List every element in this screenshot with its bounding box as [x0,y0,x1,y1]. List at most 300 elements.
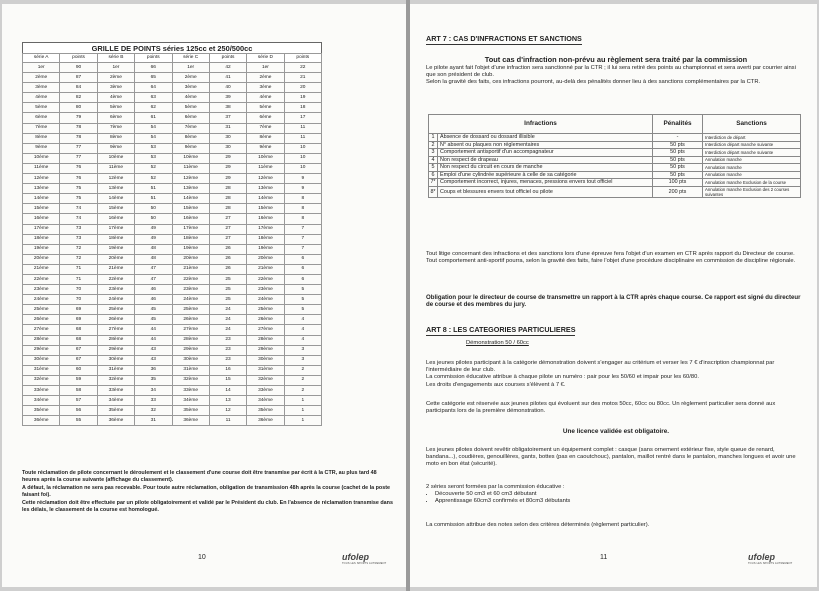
infraction-number: 4 [429,156,438,164]
demo-p3: Les droits d'engagements aux courses s'élèvent à 7 €. [426,381,566,388]
infraction-row [429,164,801,172]
points-cell: 22 [284,63,321,73]
points-row [23,295,322,305]
header-penalites: Pénalités [653,115,703,134]
points-cell: 42 [209,63,246,73]
points-cell: 16 [209,365,246,375]
points-cell: 30 [209,133,246,143]
points-cell: 56 [60,406,97,416]
rank-cell: 24ème [172,295,209,305]
points-cell: 77 [60,153,97,163]
points-cell: 45 [135,315,172,325]
points-cell: 72 [60,244,97,254]
points-cell: 2 [284,386,321,396]
points-cell: 21 [284,73,321,83]
infraction-penalty: 50 pts [653,141,703,149]
points-cell: 61 [135,113,172,123]
points-cell: 27 [209,224,246,234]
infraction-label: Coups et blessures envers tout officiel ou pilote [438,186,653,198]
litige-block [426,251,806,265]
art7-title: ART 7 : CAS D'INFRACTIONS ET SANCTIONS [426,34,582,43]
rank-cell: 34ème [97,396,134,406]
points-cell: 14 [209,386,246,396]
points-cell: 25 [209,285,246,295]
page-number-left: 10 [198,554,206,561]
rank-cell: 32ème [172,375,209,385]
points-cell: 23 [209,355,246,365]
rank-cell: 18ème [23,234,60,244]
page-number-right: 11 [600,554,608,561]
infractions-body [429,134,801,198]
rank-cell: 29ème [23,345,60,355]
points-cell: 50 [135,214,172,224]
rank-cell: 23ème [97,285,134,295]
rank-cell: 7ème [247,123,284,133]
points-row [23,214,322,224]
points-cell: 33 [135,396,172,406]
infraction-number: 3 [429,149,438,157]
points-cell: 28 [209,204,246,214]
points-cell: 12 [209,406,246,416]
points-cell: 4 [284,315,321,325]
points-cell: 26 [209,244,246,254]
points-cell: 73 [60,224,97,234]
points-cell: 84 [60,83,97,93]
points-cell: 54 [135,123,172,133]
rank-cell: 20ème [172,254,209,264]
points-cell: 24 [209,305,246,315]
points-cell: 23 [209,345,246,355]
page-left [2,4,406,587]
ufolep-logo-right [748,552,792,565]
rank-cell: 18ème [247,234,284,244]
series-intro: 2 séries seront formées par la commission éducative : [426,484,565,490]
infraction-sanction: Annulation manche [703,164,801,172]
rank-cell: 12ème [172,174,209,184]
points-cell: 31 [135,416,172,426]
points-col-header: série D [247,54,284,63]
rank-cell: 33ème [172,386,209,396]
rank-cell: 34ème [247,396,284,406]
demo-p2: La commission éducative attribue à chaque pilote un numéro : pair pour les 50/60 et impair pour les 60/80. [426,374,699,381]
points-cell: 11 [284,123,321,133]
rank-cell: 13ème [97,184,134,194]
points-cell: 1 [284,396,321,406]
points-cell: 87 [60,73,97,83]
rank-cell: 25ème [23,305,60,315]
rank-cell: 36ème [247,416,284,426]
rank-cell: 6ème [97,113,134,123]
points-cell: 65 [135,73,172,83]
points-cell: 69 [60,315,97,325]
infraction-number: 1 [429,134,438,142]
rank-cell: 3ème [247,83,284,93]
rank-cell: 13ème [23,184,60,194]
points-cell: 28 [209,184,246,194]
demo-block [426,360,806,389]
obligation-text: Obligation pour le directeur de course de transmettre un rapport à la CTR après chaque course. Ce rapport est signé du directeur de course et des membres du jury. [426,294,801,309]
infraction-row [429,141,801,149]
rank-cell: 23ème [172,285,209,295]
logo-text: ufolep [748,552,775,562]
points-cell: 44 [135,335,172,345]
rank-cell: 26ème [247,315,284,325]
rank-cell: 26ème [23,315,60,325]
rank-cell: 1er [247,63,284,73]
rank-cell: 3ème [97,83,134,93]
comportement-text: Tout comportement anti-sportif pourra, selon la gravité des faits, faire l'objet d'une procédure disciplinaire en commission de discipline régionale. [426,258,796,265]
points-cell: 2 [284,365,321,375]
rank-cell: 15ème [97,204,134,214]
page-right [410,4,817,587]
points-cell: 37 [209,113,246,123]
rank-cell: 3ème [172,83,209,93]
art7-intro-p2: Selon la gravité des faits, ces infractions pourront, au-delà des pénalités donner lieu à des sanctions complémentaires par la CTR. [426,79,761,86]
grid-title: GRILLE DE POINTS séries 125cc et 250/500cc [22,42,322,54]
infraction-sanction: Interdiction départ manche suivante [703,149,801,157]
rank-cell: 29ème [97,345,134,355]
rank-cell: 8ème [172,133,209,143]
rank-cell: 20ème [23,254,60,264]
points-cell: 47 [135,264,172,274]
points-cell: 48 [135,254,172,264]
rank-cell: 15ème [247,204,284,214]
rank-cell: 22ème [247,274,284,284]
rank-cell: 35ème [172,406,209,416]
art8-title: ART 8 : LES CATEGORIES PARTICULIERES [426,325,576,334]
points-cell: 72 [60,254,97,264]
rank-cell: 22ème [97,274,134,284]
logo-text: ufolep [342,552,369,562]
points-row [23,143,322,153]
points-cell: 7 [284,224,321,234]
points-row [23,174,322,184]
points-row [23,274,322,284]
points-cell: 10 [284,163,321,173]
points-cell: 8 [284,194,321,204]
rank-cell: 4ème [247,93,284,103]
rank-cell: 20ème [97,254,134,264]
infraction-penalty: 200 pts [653,186,703,198]
rank-cell: 30ème [247,355,284,365]
demo-p4: Cette catégorie est réservée aux jeunes pilotes qui évoluent sur des motos 50cc, 60cc ou 80cc. Un règlement particulier sera donné aux participants lors de la première démonstration. [426,401,776,415]
points-cell: 62 [135,103,172,113]
series-list [426,491,806,505]
rank-cell: 23ème [23,285,60,295]
points-cell: 1 [284,406,321,416]
points-cell: 34 [135,386,172,396]
rank-cell: 31ème [97,365,134,375]
note-line: Cette réclamation doit être effectuée par un pilote obligatoirement et validé par le Président du club. En l'absence de réclamation transmise dans les délais, le classement de la course est homologué. [22,499,393,514]
rank-cell: 21ème [23,264,60,274]
rank-cell: 14ème [23,194,60,204]
points-row [23,416,322,426]
closing-text: La commission attribue des notes selon des critères déterminés (règlement particulier). [426,522,650,528]
points-cell: 18 [284,103,321,113]
points-row [23,254,322,264]
points-cell: 41 [209,73,246,83]
rank-cell: 16ème [172,214,209,224]
points-cell: 73 [60,234,97,244]
series-item: • Apprentissage 60cm3 confirmés et 80cm3 débutants [435,498,806,505]
rank-cell: 35ème [247,406,284,416]
points-cell: 82 [60,93,97,103]
rank-cell: 27ème [23,325,60,335]
rank-cell: 26ème [97,315,134,325]
rank-cell: 25ème [97,305,134,315]
points-row [23,315,322,325]
points-cell: 63 [135,93,172,103]
points-cell: 78 [60,133,97,143]
points-row [23,123,322,133]
rank-cell: 2ème [23,73,60,83]
points-row [23,234,322,244]
ufolep-logo-left [342,552,386,565]
points-cell: 32 [135,406,172,416]
rank-cell: 17ème [247,224,284,234]
art7-subtitle: Tout cas d'infraction non-prévu au règlement sera traité par la commission [484,55,748,64]
points-cell: 67 [60,345,97,355]
points-row [23,93,322,103]
rank-cell: 24ème [247,295,284,305]
rank-cell: 14ème [172,194,209,204]
infraction-label: Comportement antisportif d'un accompagnateur [438,149,653,157]
points-cell: 36 [135,365,172,375]
rank-cell: 10ème [23,153,60,163]
rank-cell: 9ème [23,143,60,153]
points-cell: 7 [284,234,321,244]
points-cell: 70 [60,285,97,295]
points-cell: 25 [209,295,246,305]
rank-cell: 13ème [247,184,284,194]
rank-cell: 25ème [172,305,209,315]
points-cell: 9 [284,174,321,184]
points-col-header: points [284,54,321,63]
rank-cell: 11ème [97,163,134,173]
rank-cell: 27ème [247,325,284,335]
rank-cell: 15ème [172,204,209,214]
infraction-row [429,134,801,142]
demo-title-wrap [466,340,529,347]
points-row [23,345,322,355]
rank-cell: 11ème [247,163,284,173]
demo-p1: Les jeunes pilotes participant à la catégorie démonstration doivent s'engager au critérium et verser les 7 € d'inscription championnat par l'intermédiaire de leur club. [426,360,775,374]
points-row [23,103,322,113]
rank-cell: 4ème [97,93,134,103]
points-row [23,133,322,143]
points-cell: 9 [284,184,321,194]
points-cell: 3 [284,355,321,365]
rank-cell: 35ème [97,406,134,416]
infraction-label: N° absent ou plaques non réglementaires [438,141,653,149]
infraction-number: 2 [429,141,438,149]
points-cell: 70 [60,295,97,305]
rank-cell: 31ème [247,365,284,375]
points-cell: 52 [135,163,172,173]
points-cell: 11 [284,133,321,143]
points-cell: 15 [209,375,246,385]
points-cell: 24 [209,325,246,335]
rank-cell: 10ème [247,153,284,163]
infraction-row [429,149,801,157]
rank-cell: 21ème [247,264,284,274]
points-row [23,396,322,406]
points-cell: 71 [60,274,97,284]
rank-cell: 12ème [97,174,134,184]
rank-cell: 32ème [23,375,60,385]
rank-cell: 18ème [172,234,209,244]
rank-cell: 5ème [172,103,209,113]
points-cell: 53 [135,153,172,163]
points-cell: 43 [135,345,172,355]
points-cell: 66 [135,63,172,73]
points-cell: 5 [284,305,321,315]
rank-cell: 11ème [23,163,60,173]
points-row [23,285,322,295]
rank-cell: 8ème [247,133,284,143]
rank-cell: 1er [97,63,134,73]
rank-cell: 24ème [97,295,134,305]
points-cell: 43 [135,355,172,365]
points-cell: 38 [209,103,246,113]
rank-cell: 6ème [172,113,209,123]
rank-cell: 21ème [172,264,209,274]
rank-cell: 6ème [247,113,284,123]
points-cell: 51 [135,184,172,194]
points-cell: 78 [60,123,97,133]
rank-cell: 35ème [23,406,60,416]
rank-cell: 7ème [23,123,60,133]
rank-cell: 5ème [97,103,134,113]
litige-text: Tout litige concernant des infractions et des sanctions lors d'une épreuve fera l'objet d'un examen en CTR après rapport du Directeur de course. [426,251,795,257]
points-cell: 6 [284,274,321,284]
points-col-header: points [60,54,97,63]
points-row [23,153,322,163]
points-cell: 69 [60,305,97,315]
rank-cell: 8ème [23,133,60,143]
points-cell: 64 [135,83,172,93]
points-cell: 5 [284,285,321,295]
points-cell: 4 [284,325,321,335]
points-cell: 76 [60,174,97,184]
points-cell: 4 [284,335,321,345]
licence-title: Une licence validée est obligatoire. [562,428,670,435]
points-row [23,355,322,365]
points-row [23,305,322,315]
rank-cell: 16ème [247,214,284,224]
infraction-label: Non respect de drapeau [438,156,653,164]
points-row [23,264,322,274]
points-cell: 47 [135,274,172,284]
rank-cell: 6ème [23,113,60,123]
points-table-body [23,63,322,426]
points-col-header: points [209,54,246,63]
infraction-number: 5 [429,164,438,172]
infraction-row [429,171,801,179]
rank-cell: 27ème [97,325,134,335]
points-cell: 45 [135,305,172,315]
rank-cell: 13ème [172,184,209,194]
points-cell: 29 [209,163,246,173]
infraction-number: 6 [429,171,438,179]
points-cell: 54 [135,133,172,143]
points-row [23,204,322,214]
points-cell: 76 [60,163,97,173]
points-cell: 10 [284,143,321,153]
points-row [23,365,322,375]
rank-cell: 5ème [23,103,60,113]
infraction-sanction: Annulation manche Exclusion des 2 courses suivantes [703,186,801,198]
rank-cell: 1er [172,63,209,73]
rank-cell: 20ème [247,254,284,264]
points-row [23,63,322,73]
reclamation-note [22,470,394,514]
points-col-header: série C [172,54,209,63]
rank-cell: 34ème [23,396,60,406]
points-col-header: points [135,54,172,63]
rank-cell: 2ème [97,73,134,83]
points-cell: 26 [209,254,246,264]
points-cell: 6 [284,254,321,264]
points-table [22,53,322,426]
logo-tagline: TOUS LES SPORTS AUTREMENT [342,562,387,565]
header-infractions: Infractions [429,115,653,134]
rank-cell: 3ème [23,83,60,93]
points-cell: 8 [284,204,321,214]
rank-cell: 36ème [97,416,134,426]
rank-cell: 4ème [23,93,60,103]
rank-cell: 28ème [172,335,209,345]
points-cell: 40 [209,83,246,93]
points-cell: 46 [135,295,172,305]
points-col-header: série B [97,54,134,63]
points-cell: 6 [284,264,321,274]
note-line: Toute réclamation de pilote concernant le déroulement et le classement d'une course doit être transmise par écrit à la CTR, au plus tard 48 heures après la course suivante (affichage du classement). [22,470,377,484]
rank-cell: 33ème [247,386,284,396]
points-row [23,224,322,234]
infraction-penalty: 50 pts [653,164,703,172]
infraction-label: Absence de dossard ou dossard illisible [438,134,653,142]
points-row [23,375,322,385]
rank-cell: 24ème [23,295,60,305]
infraction-penalty: 50 pts [653,156,703,164]
rank-cell: 22ème [23,274,60,284]
points-cell: 20 [284,83,321,93]
points-cell: 19 [284,93,321,103]
points-cell: 68 [60,325,97,335]
infraction-sanction: Annulation manche [703,156,801,164]
points-cell: 24 [209,315,246,325]
infraction-penalty: 100 pts [653,179,703,187]
rank-cell: 4ème [172,93,209,103]
points-cell: 50 [135,204,172,214]
header-sanctions: Sanctions [703,115,801,134]
points-cell: 10 [284,153,321,163]
rank-cell: 32ème [247,375,284,385]
equipment-text: Les jeunes pilotes doivent revêtir obligatoirement un équipement complet : casque (sans ornement extérieur fixe, style queue de renard, bandana...), coudières, genouillères, gants, bottes (pas en caoutchouc), pantalon, maillot rentré dans le pantalon, manches longues et avoir une moto en bon état (sécurité). [426,447,796,468]
points-row [23,386,322,396]
rank-cell: 23ème [247,285,284,295]
points-cell: 75 [60,184,97,194]
rank-cell: 10ème [172,153,209,163]
rank-cell: 16ème [97,214,134,224]
points-cell: 2 [284,375,321,385]
rank-cell: 8ème [97,133,134,143]
points-cell: 23 [209,335,246,345]
points-cell: 26 [209,264,246,274]
infraction-row [429,186,801,198]
rank-cell: 17ème [172,224,209,234]
